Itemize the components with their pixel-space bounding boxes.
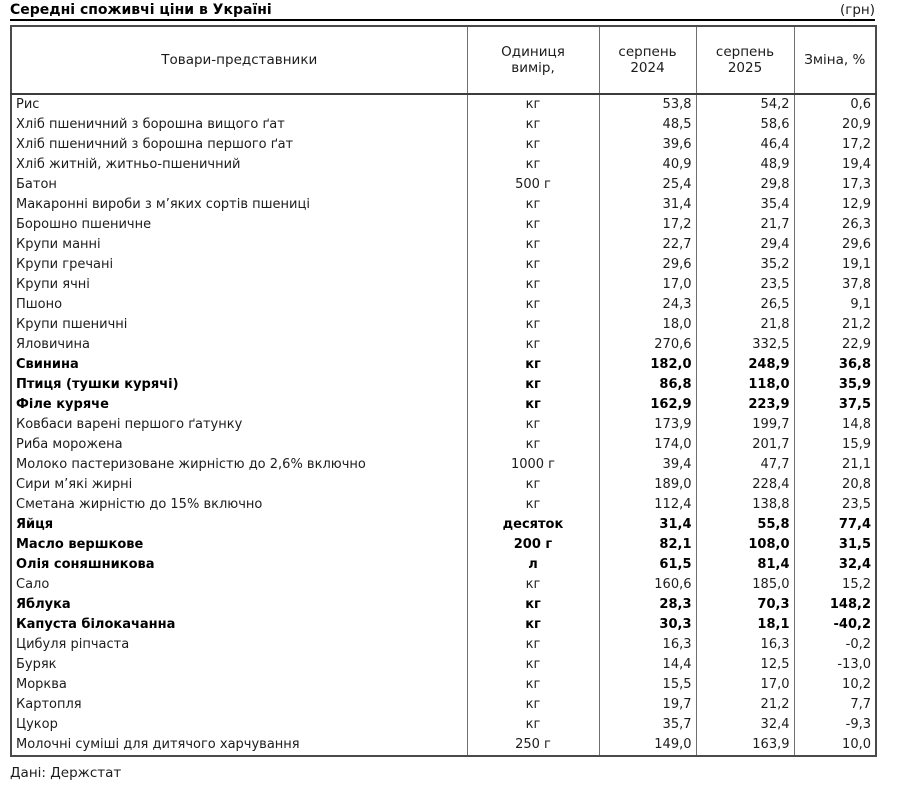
unit-value: кг — [467, 115, 599, 135]
unit-value: кг — [467, 395, 599, 415]
product-name: Макаронні вироби з м’яких сортів пшениці — [11, 195, 467, 215]
product-name: Батон — [11, 175, 467, 195]
price-aug-2024: 17,2 — [599, 215, 696, 235]
table-row — [11, 495, 876, 515]
price-aug-2025: 55,8 — [696, 515, 794, 535]
header-row — [11, 26, 876, 94]
product-name: Хліб пшеничний з борошна першого ґат — [11, 135, 467, 155]
table-row — [11, 695, 876, 715]
col-header-aug2025 — [696, 26, 794, 94]
col-header-aug2024 — [599, 26, 696, 94]
change-percent: 10,0 — [794, 735, 876, 756]
table-row — [11, 555, 876, 575]
change-percent: 12,9 — [794, 195, 876, 215]
table-row — [11, 655, 876, 675]
change-percent: 29,6 — [794, 235, 876, 255]
product-name: Сало — [11, 575, 467, 595]
unit-value: кг — [467, 155, 599, 175]
page-title: Середні споживчі ціни в Україні — [10, 2, 272, 18]
col-header-change — [794, 26, 876, 94]
unit-value: л — [467, 555, 599, 575]
table-row — [11, 135, 876, 155]
col-header-aug2024-label: серпень 2024 — [618, 44, 677, 76]
table-row — [11, 94, 876, 115]
price-aug-2025: 332,5 — [696, 335, 794, 355]
price-aug-2024: 22,7 — [599, 235, 696, 255]
product-name: Морква — [11, 675, 467, 695]
price-aug-2024: 19,7 — [599, 695, 696, 715]
product-name: Хліб пшеничний з борошна вищого ґат — [11, 115, 467, 135]
unit-value: кг — [467, 655, 599, 675]
change-percent: 14,8 — [794, 415, 876, 435]
price-aug-2025: 47,7 — [696, 455, 794, 475]
table-row — [11, 295, 876, 315]
price-aug-2025: 228,4 — [696, 475, 794, 495]
price-aug-2024: 112,4 — [599, 495, 696, 515]
product-name: Крупи гречані — [11, 255, 467, 275]
unit-value: кг — [467, 135, 599, 155]
unit-value: 1000 г — [467, 455, 599, 475]
price-aug-2025: 138,8 — [696, 495, 794, 515]
price-aug-2024: 30,3 — [599, 615, 696, 635]
price-aug-2024: 17,0 — [599, 275, 696, 295]
product-name: Птиця (тушки курячі) — [11, 375, 467, 395]
price-aug-2024: 25,4 — [599, 175, 696, 195]
unit-value: кг — [467, 295, 599, 315]
price-aug-2024: 48,5 — [599, 115, 696, 135]
table-row — [11, 255, 876, 275]
product-name: Ковбаси варені першого ґатунку — [11, 415, 467, 435]
unit-value: кг — [467, 495, 599, 515]
price-aug-2025: 29,4 — [696, 235, 794, 255]
price-aug-2024: 162,9 — [599, 395, 696, 415]
price-aug-2025: 32,4 — [696, 715, 794, 735]
data-source-note: Дані: Держстат — [10, 765, 122, 781]
col-header-product — [11, 26, 467, 94]
table-row — [11, 575, 876, 595]
product-name: Яловичина — [11, 335, 467, 355]
unit-value: кг — [467, 575, 599, 595]
change-percent: 32,4 — [794, 555, 876, 575]
product-name: Крупи пшеничні — [11, 315, 467, 335]
price-aug-2024: 29,6 — [599, 255, 696, 275]
unit-value: кг — [467, 235, 599, 255]
price-aug-2025: 46,4 — [696, 135, 794, 155]
col-header-unit-label: Одиниця вимір, — [501, 44, 565, 76]
table-row — [11, 735, 876, 756]
consumer-prices-table — [10, 25, 877, 757]
table-row — [11, 175, 876, 195]
change-percent: 26,3 — [794, 215, 876, 235]
change-percent: 10,2 — [794, 675, 876, 695]
price-aug-2025: 201,7 — [696, 435, 794, 455]
product-name: Буряк — [11, 655, 467, 675]
table-row — [11, 275, 876, 295]
price-aug-2024: 39,4 — [599, 455, 696, 475]
change-percent: 37,5 — [794, 395, 876, 415]
price-aug-2025: 108,0 — [696, 535, 794, 555]
price-aug-2024: 14,4 — [599, 655, 696, 675]
price-aug-2024: 61,5 — [599, 555, 696, 575]
price-aug-2024: 15,5 — [599, 675, 696, 695]
col-header-aug2025-label: серпень 2025 — [715, 44, 775, 76]
change-percent: 19,4 — [794, 155, 876, 175]
unit-value: кг — [467, 94, 599, 115]
table-row — [11, 115, 876, 135]
table-body — [11, 94, 876, 756]
change-percent: 15,9 — [794, 435, 876, 455]
unit-value: кг — [467, 715, 599, 735]
change-percent: 23,5 — [794, 495, 876, 515]
unit-value: кг — [467, 195, 599, 215]
table-row — [11, 155, 876, 175]
price-aug-2025: 248,9 — [696, 355, 794, 375]
change-percent: 21,2 — [794, 315, 876, 335]
price-aug-2025: 21,7 — [696, 215, 794, 235]
product-name: Яйця — [11, 515, 467, 535]
price-aug-2024: 16,3 — [599, 635, 696, 655]
change-percent: 36,8 — [794, 355, 876, 375]
change-percent: -9,3 — [794, 715, 876, 735]
unit-value: кг — [467, 435, 599, 455]
price-aug-2025: 18,1 — [696, 615, 794, 635]
product-name: Борошно пшеничне — [11, 215, 467, 235]
price-aug-2024: 31,4 — [599, 515, 696, 535]
price-aug-2024: 86,8 — [599, 375, 696, 395]
product-name: Молочні суміші для дитячого харчування — [11, 735, 467, 756]
price-aug-2024: 82,1 — [599, 535, 696, 555]
product-name: Сметана жирністю до 15% включно — [11, 495, 467, 515]
change-percent: 17,2 — [794, 135, 876, 155]
price-aug-2025: 16,3 — [696, 635, 794, 655]
change-percent: 77,4 — [794, 515, 876, 535]
unit-value: кг — [467, 415, 599, 435]
change-percent: 22,9 — [794, 335, 876, 355]
table-row — [11, 635, 876, 655]
table-row — [11, 335, 876, 355]
unit-value: кг — [467, 615, 599, 635]
product-name: Риба морожена — [11, 435, 467, 455]
price-aug-2025: 29,8 — [696, 175, 794, 195]
table-row — [11, 715, 876, 735]
change-percent: 37,8 — [794, 275, 876, 295]
price-aug-2025: 58,6 — [696, 115, 794, 135]
change-percent: 20,8 — [794, 475, 876, 495]
currency-note: (грн) — [839, 2, 875, 18]
col-header-unit — [467, 26, 599, 94]
product-name: Сири м’які жирні — [11, 475, 467, 495]
price-aug-2025: 23,5 — [696, 275, 794, 295]
table-row — [11, 375, 876, 395]
price-aug-2024: 39,6 — [599, 135, 696, 155]
product-name: Яблука — [11, 595, 467, 615]
product-name: Рис — [11, 94, 467, 115]
price-aug-2025: 54,2 — [696, 94, 794, 115]
price-aug-2024: 18,0 — [599, 315, 696, 335]
change-percent: 7,7 — [794, 695, 876, 715]
price-aug-2025: 163,9 — [696, 735, 794, 756]
table-row — [11, 615, 876, 635]
table-row — [11, 195, 876, 215]
product-name: Хліб житній, житньо-пшеничний — [11, 155, 467, 175]
price-aug-2024: 53,8 — [599, 94, 696, 115]
table-row — [11, 535, 876, 555]
price-aug-2025: 48,9 — [696, 155, 794, 175]
unit-value: кг — [467, 675, 599, 695]
table-row — [11, 215, 876, 235]
price-aug-2025: 21,2 — [696, 695, 794, 715]
price-aug-2024: 31,4 — [599, 195, 696, 215]
product-name: Картопля — [11, 695, 467, 715]
unit-value: 200 г — [467, 535, 599, 555]
table-row — [11, 395, 876, 415]
price-aug-2024: 173,9 — [599, 415, 696, 435]
price-aug-2024: 28,3 — [599, 595, 696, 615]
unit-value: кг — [467, 355, 599, 375]
unit-value: кг — [467, 595, 599, 615]
unit-value: 250 г — [467, 735, 599, 756]
product-name: Цукор — [11, 715, 467, 735]
table-row — [11, 315, 876, 335]
table-row — [11, 515, 876, 535]
unit-value: кг — [467, 695, 599, 715]
table-row — [11, 435, 876, 455]
product-name: Свинина — [11, 355, 467, 375]
table-row — [11, 595, 876, 615]
price-aug-2025: 81,4 — [696, 555, 794, 575]
price-aug-2024: 174,0 — [599, 435, 696, 455]
unit-value: кг — [467, 335, 599, 355]
price-aug-2024: 182,0 — [599, 355, 696, 375]
product-name: Молоко пастеризоване жирністю до 2,6% включно — [11, 455, 467, 475]
price-aug-2024: 40,9 — [599, 155, 696, 175]
change-percent: -0,2 — [794, 635, 876, 655]
table-row — [11, 355, 876, 375]
change-percent: 20,9 — [794, 115, 876, 135]
change-percent: 0,6 — [794, 94, 876, 115]
price-aug-2025: 35,4 — [696, 195, 794, 215]
change-percent: 31,5 — [794, 535, 876, 555]
product-name: Крупи ячні — [11, 275, 467, 295]
unit-value: кг — [467, 275, 599, 295]
table-row — [11, 675, 876, 695]
product-name: Капуста білокачанна — [11, 615, 467, 635]
price-aug-2024: 149,0 — [599, 735, 696, 756]
unit-value: десяток — [467, 515, 599, 535]
col-header-change-label: Зміна, % — [804, 52, 866, 68]
price-aug-2025: 35,2 — [696, 255, 794, 275]
change-percent: 15,2 — [794, 575, 876, 595]
product-name: Масло вершкове — [11, 535, 467, 555]
table-row — [11, 235, 876, 255]
product-name: Філе куряче — [11, 395, 467, 415]
unit-value: 500 г — [467, 175, 599, 195]
change-percent: 17,3 — [794, 175, 876, 195]
unit-value: кг — [467, 315, 599, 335]
unit-value: кг — [467, 215, 599, 235]
price-aug-2025: 118,0 — [696, 375, 794, 395]
table-row — [11, 475, 876, 495]
price-aug-2024: 160,6 — [599, 575, 696, 595]
price-aug-2024: 270,6 — [599, 335, 696, 355]
price-aug-2025: 26,5 — [696, 295, 794, 315]
price-aug-2024: 35,7 — [599, 715, 696, 735]
price-aug-2025: 70,3 — [696, 595, 794, 615]
change-percent: 148,2 — [794, 595, 876, 615]
price-aug-2024: 189,0 — [599, 475, 696, 495]
change-percent: 19,1 — [794, 255, 876, 275]
price-aug-2025: 199,7 — [696, 415, 794, 435]
price-aug-2025: 185,0 — [696, 575, 794, 595]
change-percent: 9,1 — [794, 295, 876, 315]
unit-value: кг — [467, 255, 599, 275]
change-percent: -40,2 — [794, 615, 876, 635]
unit-value: кг — [467, 635, 599, 655]
table-row — [11, 455, 876, 475]
price-aug-2025: 12,5 — [696, 655, 794, 675]
col-header-product-label: Товари-представники — [161, 52, 318, 68]
product-name: Пшоно — [11, 295, 467, 315]
change-percent: 21,1 — [794, 455, 876, 475]
unit-value: кг — [467, 375, 599, 395]
price-aug-2025: 223,9 — [696, 395, 794, 415]
price-aug-2025: 21,8 — [696, 315, 794, 335]
price-aug-2025: 17,0 — [696, 675, 794, 695]
price-aug-2024: 24,3 — [599, 295, 696, 315]
change-percent: 35,9 — [794, 375, 876, 395]
table-row — [11, 415, 876, 435]
change-percent: -13,0 — [794, 655, 876, 675]
product-name: Крупи манні — [11, 235, 467, 255]
product-name: Цибуля ріпчаста — [11, 635, 467, 655]
title-bar — [10, 2, 875, 21]
product-name: Олія соняшникова — [11, 555, 467, 575]
unit-value: кг — [467, 475, 599, 495]
